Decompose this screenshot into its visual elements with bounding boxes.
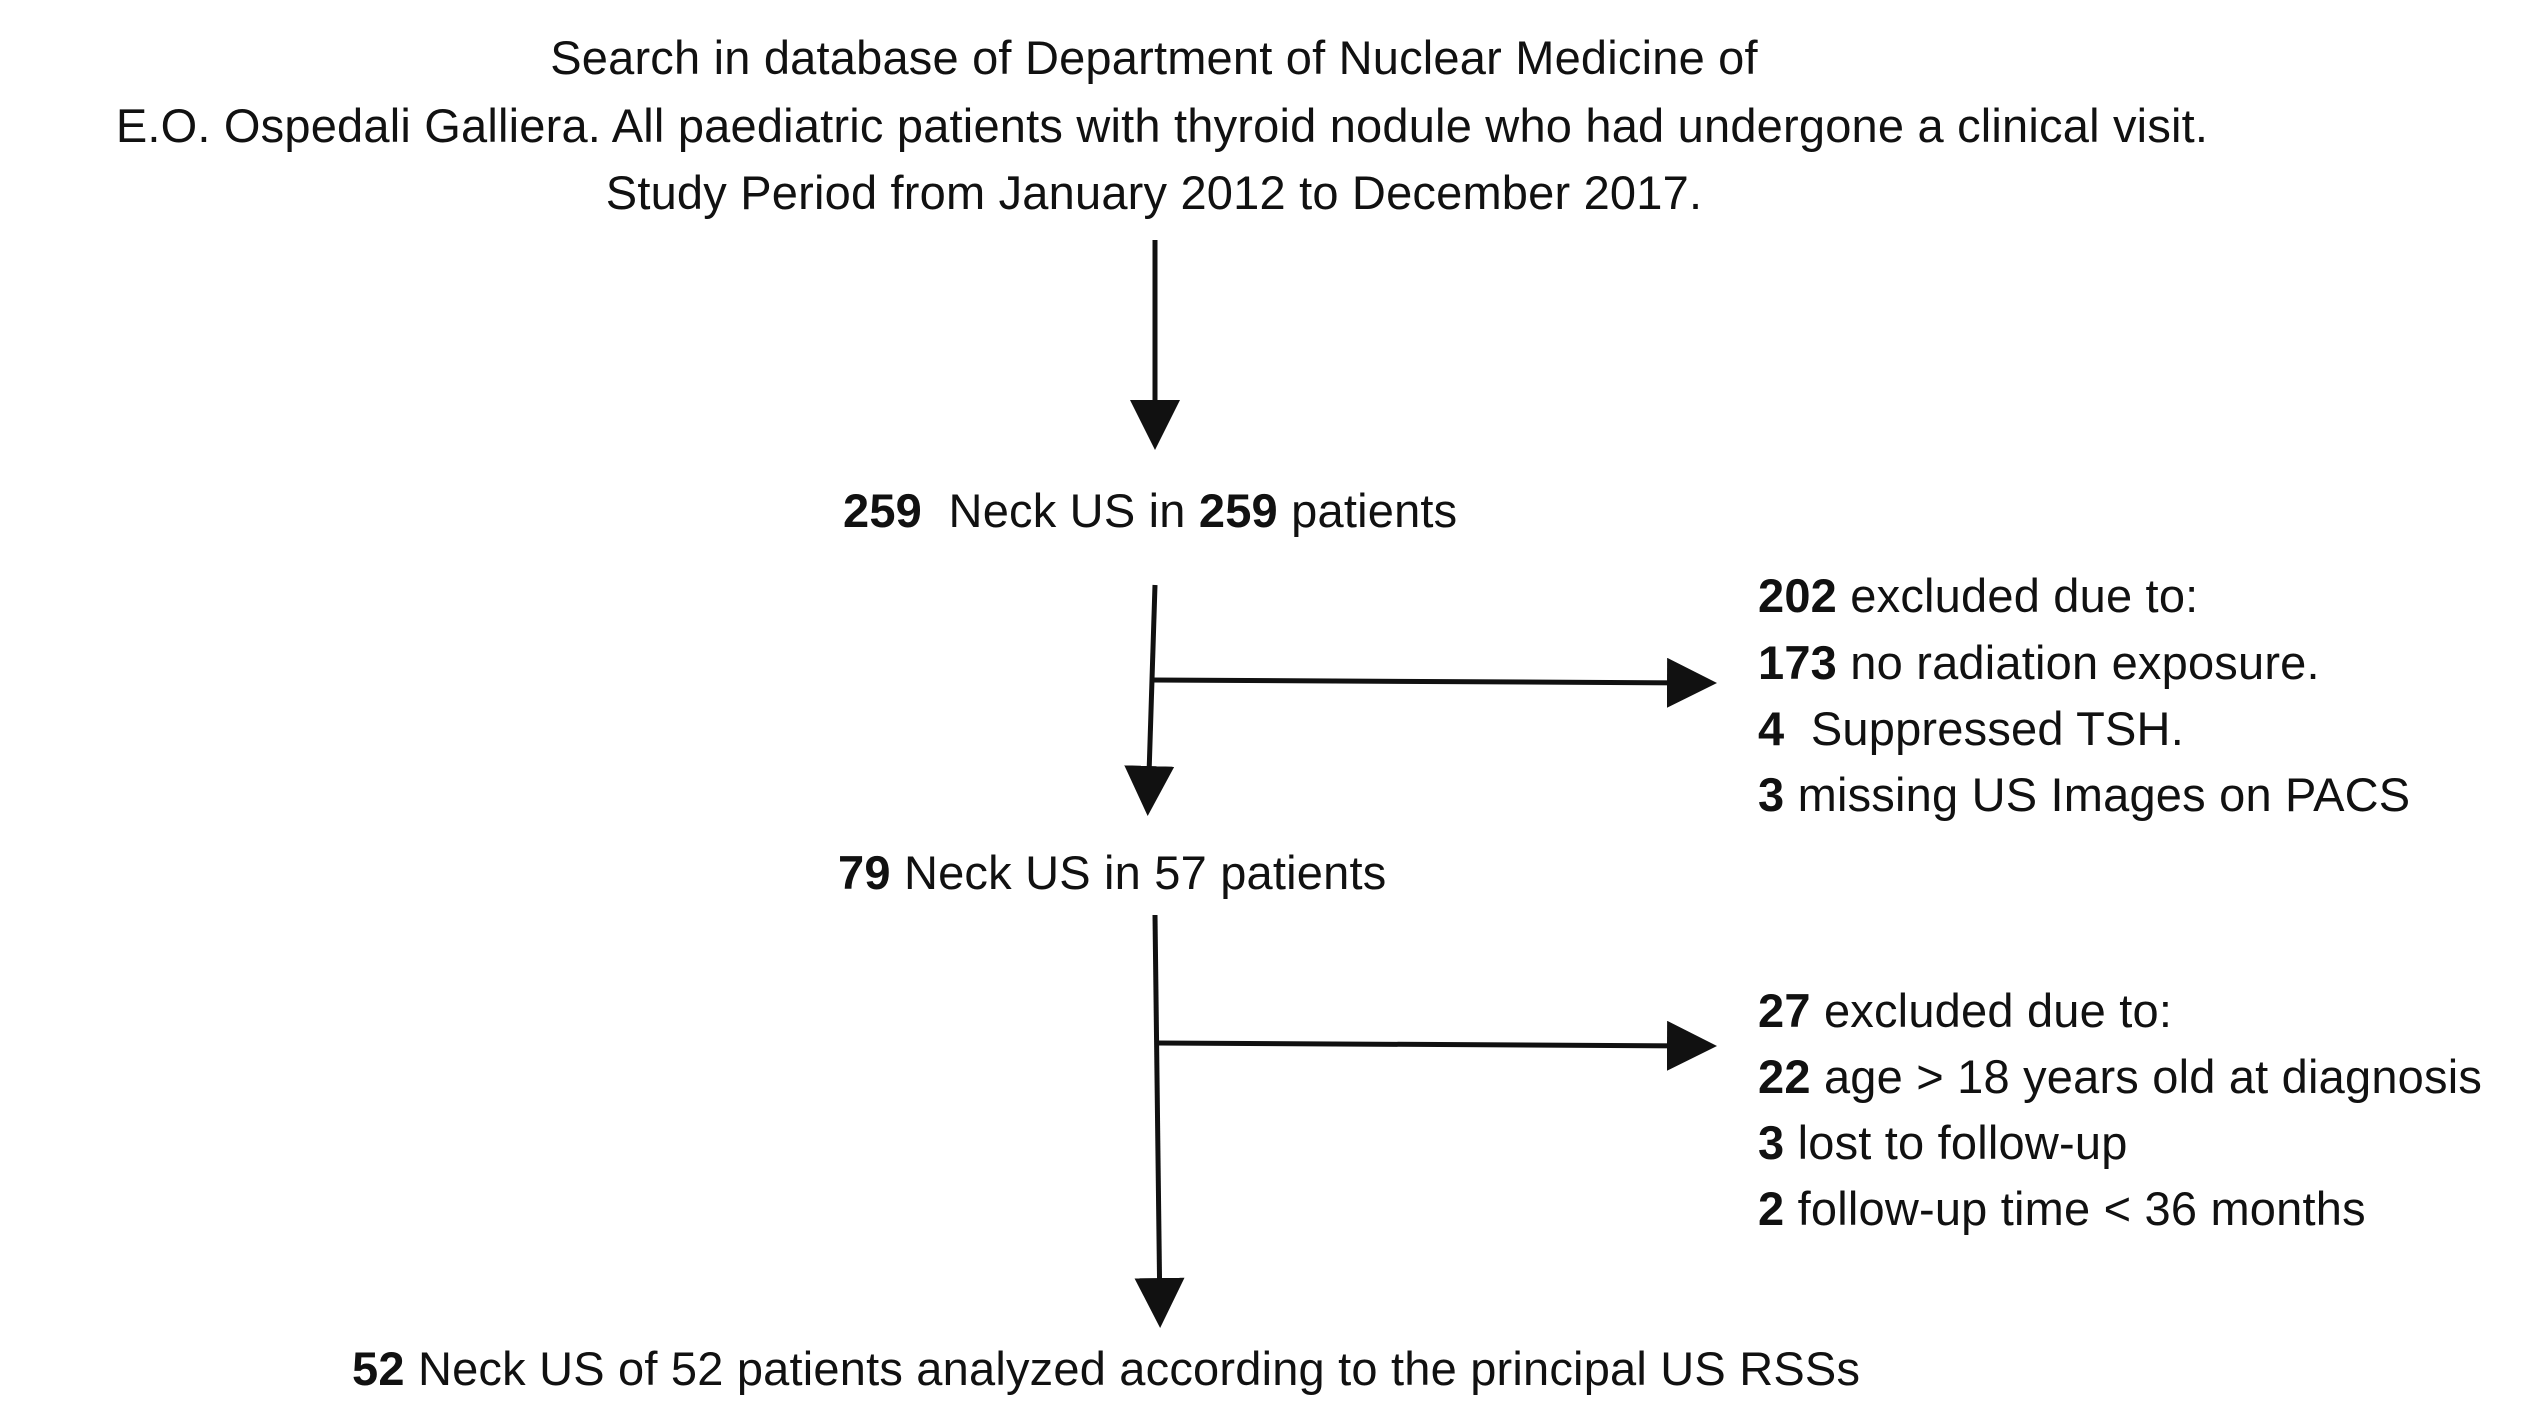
exclusion2-item-text: follow-up time < 36 months	[1784, 1182, 2366, 1235]
exclusion1-item-count: 173	[1758, 636, 1838, 689]
exclusion2-item-count: 22	[1758, 1050, 1811, 1103]
exclusion1-item-text: Suppressed TSH.	[1784, 702, 2184, 755]
arrow-step1-to-step2	[1148, 585, 1155, 806]
step1-label-b: patients	[1277, 484, 1458, 537]
header-line-2: E.O. Ospedali Galliera. All paediatric patients with thyroid nodule who had undergone a clinical visit.	[115, 99, 2209, 152]
step2-count: 79	[838, 846, 891, 899]
arrow-step2-to-final	[1155, 915, 1160, 1318]
exclusion1-title-text: excluded due to:	[1837, 569, 2199, 622]
exclusion2-title-count: 27	[1758, 984, 1811, 1037]
step1-count-a: 259	[843, 484, 923, 537]
arrow-step2-to-exclusion2	[1157, 1043, 1707, 1046]
exclusion2-item-count: 3	[1758, 1116, 1785, 1169]
exclusion1-item-count: 4	[1758, 702, 1785, 755]
final-label: Neck US of 52 patients analyzed according to the principal US RSSs	[404, 1342, 1861, 1395]
header-line-3: Study Period from January 2012 to December 2017.	[605, 166, 1703, 219]
step2-label: Neck US in 57 patients	[890, 846, 1387, 899]
exclusion1-item-text: missing US Images on PACS	[1784, 768, 2411, 821]
exclusion2-item-text: age > 18 years old at diagnosis	[1810, 1050, 2483, 1103]
exclusion2-item-count: 2	[1758, 1182, 1785, 1235]
final-count: 52	[352, 1342, 405, 1395]
step1-count-b: 259	[1198, 484, 1278, 537]
step1-label-a: Neck US in	[922, 484, 1199, 537]
exclusion1-item-count: 3	[1758, 768, 1785, 821]
header-line-1: Search in database of Department of Nuclear Medicine of	[550, 31, 1758, 84]
arrow-step1-to-exclusion1	[1152, 680, 1707, 683]
exclusion1-item-text: no radiation exposure.	[1837, 636, 2320, 689]
exclusion2-item-text: lost to follow-up	[1784, 1116, 2128, 1169]
exclusion2-title-text: excluded due to:	[1810, 984, 2173, 1037]
exclusion1-title-count: 202	[1758, 569, 1838, 622]
